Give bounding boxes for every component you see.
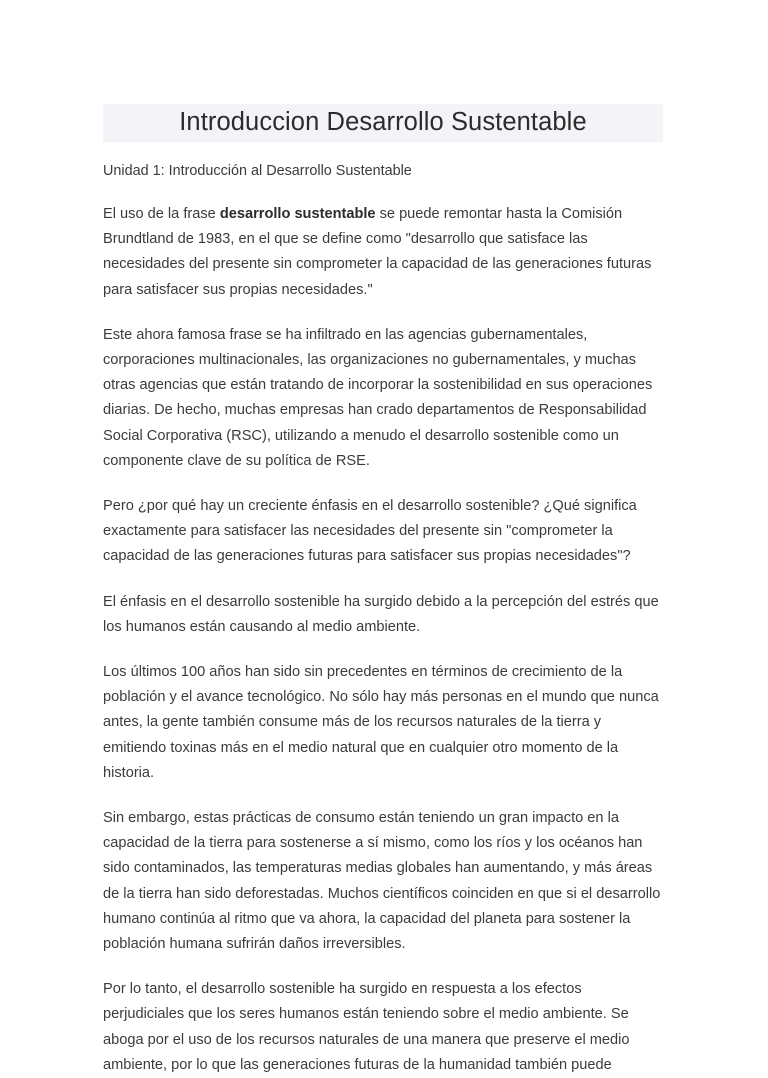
document-paragraph <box>103 660 663 786</box>
document-paragraph <box>103 323 663 474</box>
document-paragraph <box>103 494 663 570</box>
document-content <box>103 104 663 1078</box>
page-title: Introduccion Desarrollo Sustentable <box>103 104 663 142</box>
document-subtitle: Unidad 1: Introducción al Desarrollo Sustentable <box>103 163 412 179</box>
document-paragraph <box>103 977 663 1078</box>
document-paragraph <box>103 202 663 303</box>
body-text: El uso de la frase <box>103 206 220 222</box>
document-paragraph <box>103 590 663 640</box>
body-text: Sin embargo, estas prácticas de consumo están teniendo un gran impacto en la capacidad de la tierra para sostenerse a sí mismo, como los ríos y los océanos han sido contaminados, las temperaturas medias globales han aumentando, y más áreas de la tierra han sido deforestadas. Muchos científicos coinciden en que si el desarrollo humano continúa al ritmo que va ahora, la capacidad del planeta para sostener la población humana sufrirán daños irreversibles. <box>103 810 661 953</box>
body-text: Pero ¿por qué hay un creciente énfasis en el desarrollo sostenible? ¿Qué significa exactamente para satisfacer las necesidades del presente sin "comprometer la capacidad de las generaciones futuras para satisfacer sus propias necesidades"? <box>103 498 637 565</box>
document-paragraph <box>103 806 663 957</box>
body-text: Por lo tanto, el desarrollo sostenible ha surgido en respuesta a los efectos perjudiciales que los seres humanos están teniendo sobre el medio ambiente. Se aboga por el uso de los recursos naturales de una manera que preserve el medio ambiente, por lo que las generaciones futuras de la humanidad también puede <box>103 981 630 1073</box>
emphasis-text: desarrollo sustentable <box>219 206 376 222</box>
document-body <box>103 202 663 1078</box>
body-text: se puede remontar hasta la Comisión Brundtland de 1983, en el que se define como "desarrollo que satisface las necesidades del presente sin comprometer la capacidad de las generaciones futuras para satisfacer sus propias necesidades." <box>103 206 652 298</box>
body-text: El énfasis en el desarrollo sostenible ha surgido debido a la percepción del estrés que los humanos están causando al medio ambiente. <box>103 593 659 635</box>
body-text: Los últimos 100 años han sido sin precedentes en términos de crecimiento de la población y el avance tecnológico. No sólo hay más personas en el mundo que nunca antes, la gente también consume más de los recursos naturales de la tierra y emitiendo toxinas más en el medio natural que en cualquier otro momento de la historia. <box>103 664 659 781</box>
body-text: Este ahora famosa frase se ha infiltrado en las agencias gubernamentales, corporaciones multinacionales, las organizaciones no gubernamentales, y muchas otras agencias que están tratando de incorporar la sostenibilidad en sus operaciones diarias. De hecho, muchas empresas han crado departamentos de Responsabilidad Social Corporativa (RSC), utilizando a menudo el desarrollo sostenible como un componente clave de su política de RSE. <box>103 326 653 469</box>
